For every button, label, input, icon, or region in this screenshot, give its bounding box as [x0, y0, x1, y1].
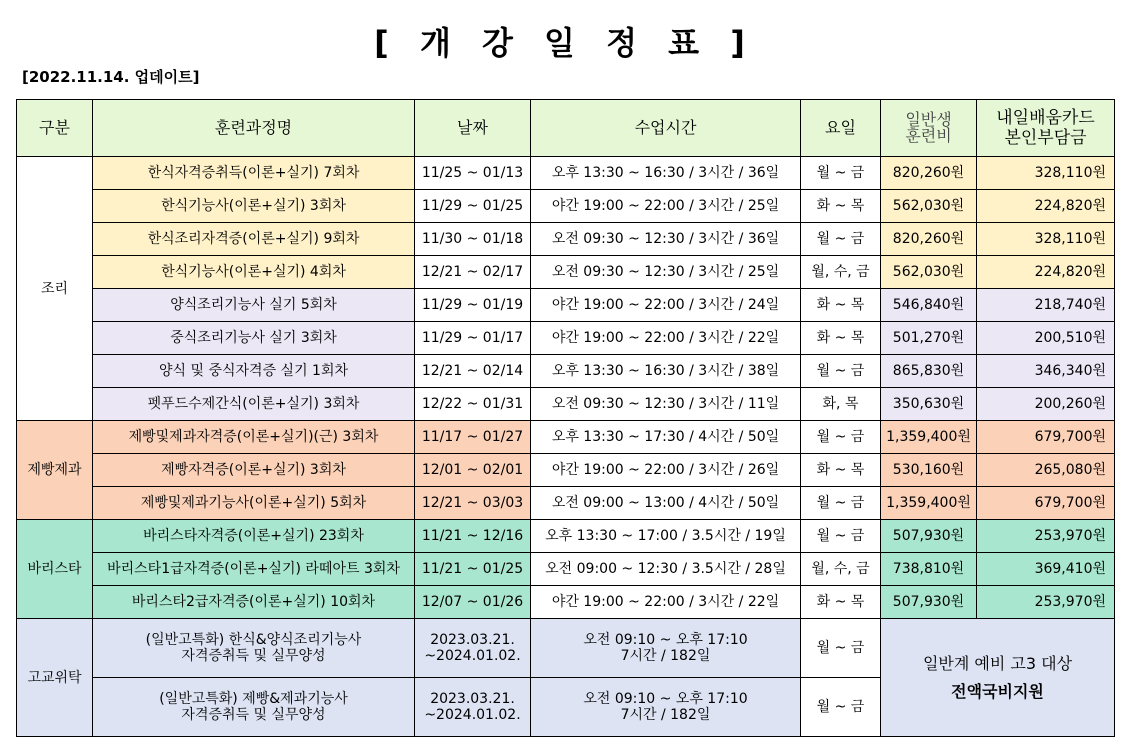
class-time: 야간 19:00 ~ 22:00 / 3시간 / 22일 — [531, 586, 801, 619]
header-card-line2: 본인부담금 — [1004, 128, 1087, 148]
table-row — [17, 421, 1115, 454]
table-row — [17, 355, 1115, 388]
general-fee: 507,930원 — [881, 520, 977, 553]
header-row — [17, 100, 1115, 157]
page-title: [ 개 강 일 정 표 ] — [374, 24, 755, 62]
card-fee: 224,820원 — [977, 190, 1115, 223]
class-time: 오전 09:30 ~ 12:30 / 3시간 / 36일 — [531, 223, 801, 256]
class-time — [531, 619, 801, 678]
date-line1: 2023.03.21. — [430, 632, 515, 648]
course-name: 한식기능사(이론+실기) 4회차 — [93, 256, 415, 289]
table-row — [17, 388, 1115, 421]
card-fee: 679,700원 — [977, 487, 1115, 520]
card-fee: 328,110원 — [977, 157, 1115, 190]
weekday: 월 ~ 금 — [801, 421, 881, 454]
note-line2: 전액국비지원 — [951, 681, 1044, 701]
time-line2: 7시간 / 182일 — [620, 648, 711, 664]
course-name: 바리스타1급자격증(이론+실기) 라떼아트 3회차 — [93, 553, 415, 586]
general-fee: 562,030원 — [881, 256, 977, 289]
time-line2: 7시간 / 182일 — [620, 707, 711, 723]
highschool-note — [881, 619, 1115, 737]
card-fee: 265,080원 — [977, 454, 1115, 487]
course-name — [93, 619, 415, 678]
class-time — [531, 678, 801, 737]
date-range — [415, 678, 531, 737]
card-fee: 253,970원 — [977, 586, 1115, 619]
class-time: 야간 19:00 ~ 22:00 / 3시간 / 24일 — [531, 289, 801, 322]
header-date: 날짜 — [415, 100, 531, 157]
weekday: 월 ~ 금 — [801, 223, 881, 256]
course-name: 제빵및제과자격증(이론+실기)(근) 3회차 — [93, 421, 415, 454]
date-range: 11/29 ~ 01/17 — [415, 322, 531, 355]
date-range — [415, 619, 531, 678]
card-fee: 200,510원 — [977, 322, 1115, 355]
card-fee: 346,340원 — [977, 355, 1115, 388]
general-fee: 507,930원 — [881, 586, 977, 619]
date-range: 11/29 ~ 01/19 — [415, 289, 531, 322]
table-row — [17, 256, 1115, 289]
time-line1: 오전 09:10 ~ 오후 17:10 — [583, 632, 748, 648]
date-range: 11/30 ~ 01/18 — [415, 223, 531, 256]
header-fee — [881, 100, 977, 157]
course-name: 중식조리기능사 실기 3회차 — [93, 322, 415, 355]
date-range: 12/22 ~ 01/31 — [415, 388, 531, 421]
course-name: 제빵및제과기능사(이론+실기) 5회차 — [93, 487, 415, 520]
course-name: 제빵자격증(이론+실기) 3회차 — [93, 454, 415, 487]
general-fee: 1,359,400원 — [881, 487, 977, 520]
header-card — [977, 100, 1115, 157]
date-line1: 2023.03.21. — [430, 691, 515, 707]
card-fee: 253,970원 — [977, 520, 1115, 553]
general-fee: 820,260원 — [881, 223, 977, 256]
class-time: 야간 19:00 ~ 22:00 / 3시간 / 26일 — [531, 454, 801, 487]
header-category: 구분 — [17, 100, 93, 157]
class-time: 오후 13:30 ~ 17:30 / 4시간 / 50일 — [531, 421, 801, 454]
note-line1: 일반계 예비 고3 대상 — [922, 653, 1073, 673]
general-fee: 546,840원 — [881, 289, 977, 322]
weekday: 화, 목 — [801, 388, 881, 421]
weekday: 월 ~ 금 — [801, 157, 881, 190]
class-time: 오전 09:30 ~ 12:30 / 3시간 / 11일 — [531, 388, 801, 421]
card-fee: 328,110원 — [977, 223, 1115, 256]
schedule-table — [16, 99, 1115, 737]
category-barista: 바리스타 — [17, 520, 93, 619]
date-range: 11/21 ~ 01/25 — [415, 553, 531, 586]
date-range: 11/25 ~ 01/13 — [415, 157, 531, 190]
card-fee: 369,410원 — [977, 553, 1115, 586]
weekday: 화 ~ 목 — [801, 586, 881, 619]
header-card-line1: 내일배움카드 — [996, 108, 1095, 128]
table-row — [17, 487, 1115, 520]
header-fee-line1: 일반생 — [905, 110, 952, 129]
weekday: 월 ~ 금 — [801, 678, 881, 737]
course-name-line1: (일반고특화) 한식&양식조리기능사 — [145, 632, 362, 648]
weekday: 월 ~ 금 — [801, 619, 881, 678]
weekday: 월, 수, 금 — [801, 256, 881, 289]
weekday: 화 ~ 목 — [801, 454, 881, 487]
class-time: 야간 19:00 ~ 22:00 / 3시간 / 22일 — [531, 322, 801, 355]
date-range: 12/21 ~ 02/14 — [415, 355, 531, 388]
category-bakery: 제빵제과 — [17, 421, 93, 520]
date-range: 12/01 ~ 02/01 — [415, 454, 531, 487]
table-row — [17, 553, 1115, 586]
table-row — [17, 223, 1115, 256]
card-fee: 200,260원 — [977, 388, 1115, 421]
course-name: 바리스타자격증(이론+실기) 23회차 — [93, 520, 415, 553]
course-name-line1: (일반고특화) 제빵&제과기능사 — [159, 691, 348, 707]
table-row — [17, 190, 1115, 223]
course-name: 한식조리자격증(이론+실기) 9회차 — [93, 223, 415, 256]
course-name-line2: 자격증취득 및 실무양성 — [181, 707, 326, 723]
category-highschool: 고교위탁 — [17, 619, 93, 737]
general-fee: 820,260원 — [881, 157, 977, 190]
card-fee: 679,700원 — [977, 421, 1115, 454]
date-line2: ~2024.01.02. — [424, 648, 521, 664]
class-time: 오후 13:30 ~ 16:30 / 3시간 / 36일 — [531, 157, 801, 190]
header-day: 요일 — [801, 100, 881, 157]
date-range: 12/07 ~ 01/26 — [415, 586, 531, 619]
date-range: 12/21 ~ 02/17 — [415, 256, 531, 289]
header-time: 수업시간 — [531, 100, 801, 157]
date-range: 11/17 ~ 01/27 — [415, 421, 531, 454]
course-name: 양식조리기능사 실기 5회차 — [93, 289, 415, 322]
header-course: 훈련과정명 — [93, 100, 415, 157]
time-line1: 오전 09:10 ~ 오후 17:10 — [583, 691, 748, 707]
general-fee: 530,160원 — [881, 454, 977, 487]
class-time: 오전 09:30 ~ 12:30 / 3시간 / 25일 — [531, 256, 801, 289]
weekday: 월, 수, 금 — [801, 553, 881, 586]
header-fee-line2: 훈련비 — [905, 126, 952, 145]
general-fee: 501,270원 — [881, 322, 977, 355]
card-fee: 224,820원 — [977, 256, 1115, 289]
class-time: 야간 19:00 ~ 22:00 / 3시간 / 25일 — [531, 190, 801, 223]
weekday: 월 ~ 금 — [801, 520, 881, 553]
course-name: 한식기능사(이론+실기) 3회차 — [93, 190, 415, 223]
general-fee: 350,630원 — [881, 388, 977, 421]
course-name: 한식자격증취득(이론+실기) 7회차 — [93, 157, 415, 190]
date-range: 11/29 ~ 01/25 — [415, 190, 531, 223]
date-range: 11/21 ~ 12/16 — [415, 520, 531, 553]
course-name — [93, 678, 415, 737]
general-fee: 1,359,400원 — [881, 421, 977, 454]
class-time: 오전 09:00 ~ 12:30 / 3.5시간 / 28일 — [531, 553, 801, 586]
class-time: 오전 09:00 ~ 13:00 / 4시간 / 50일 — [531, 487, 801, 520]
class-time: 오후 13:30 ~ 16:30 / 3시간 / 38일 — [531, 355, 801, 388]
table-row — [17, 289, 1115, 322]
table-row — [17, 157, 1115, 190]
table-row — [17, 454, 1115, 487]
general-fee: 562,030원 — [881, 190, 977, 223]
table-row — [17, 619, 1115, 678]
course-name: 펫푸드수제간식(이론+실기) 3회차 — [93, 388, 415, 421]
category-cooking: 조리 — [17, 157, 93, 421]
update-date: [2022.11.14. 업데이트] — [22, 68, 200, 86]
general-fee: 865,830원 — [881, 355, 977, 388]
date-line2: ~2024.01.02. — [424, 707, 521, 723]
general-fee: 738,810원 — [881, 553, 977, 586]
weekday: 월 ~ 금 — [801, 355, 881, 388]
date-range: 12/21 ~ 03/03 — [415, 487, 531, 520]
weekday: 월 ~ 금 — [801, 487, 881, 520]
class-time: 오후 13:30 ~ 17:00 / 3.5시간 / 19일 — [531, 520, 801, 553]
weekday: 화 ~ 목 — [801, 190, 881, 223]
table-row — [17, 586, 1115, 619]
course-name-line2: 자격증취득 및 실무양성 — [181, 648, 326, 664]
table-row — [17, 322, 1115, 355]
course-name: 양식 및 중식자격증 실기 1회차 — [93, 355, 415, 388]
weekday: 화 ~ 목 — [801, 289, 881, 322]
table-row — [17, 520, 1115, 553]
card-fee: 218,740원 — [977, 289, 1115, 322]
weekday: 화 ~ 목 — [801, 322, 881, 355]
course-name: 바리스타2급자격증(이론+실기) 10회차 — [93, 586, 415, 619]
